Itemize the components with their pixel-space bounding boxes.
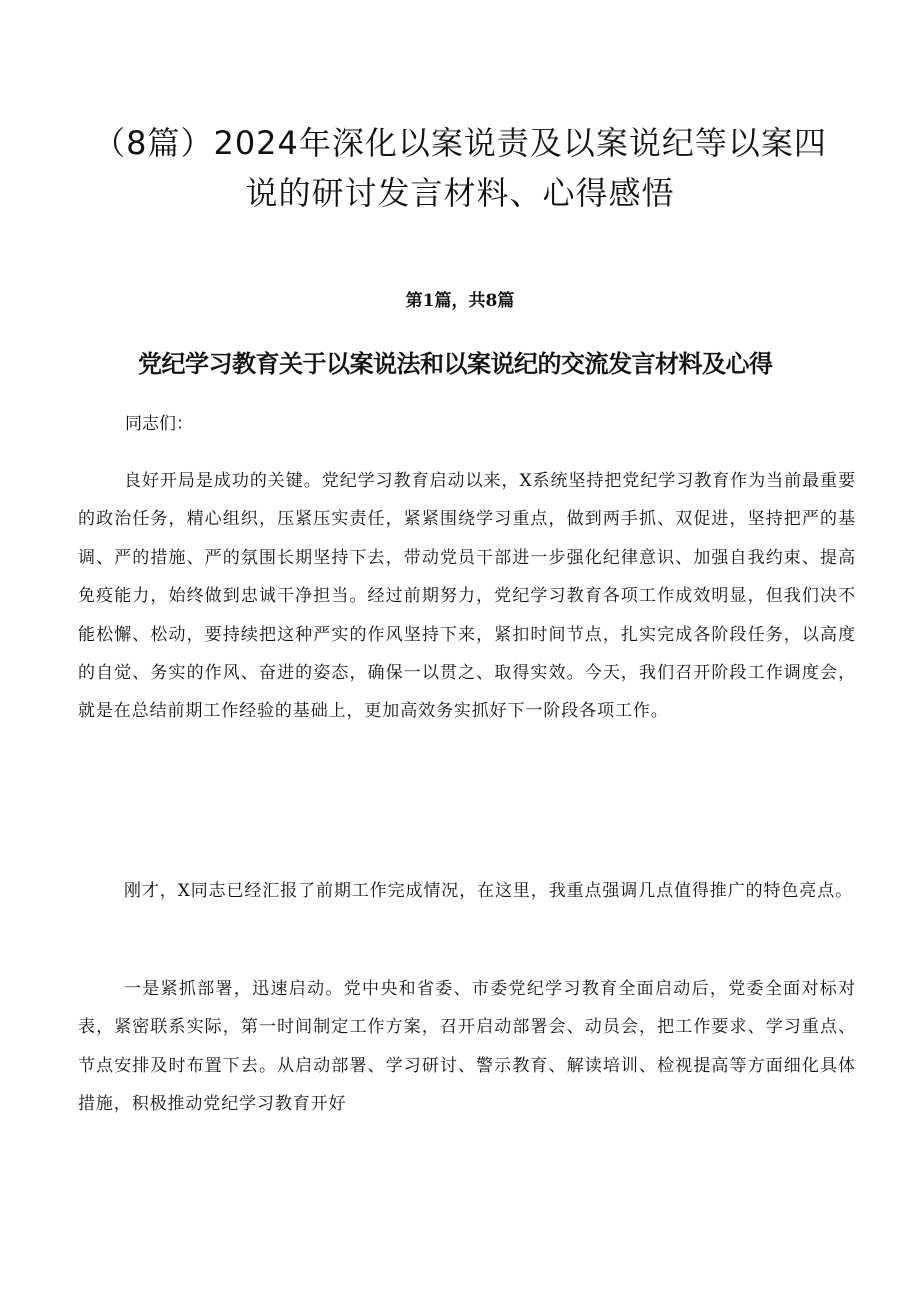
body-paragraph-3: 一是紧抓部署，迅速启动。党中央和省委、市委党纪学习教育全面启动后，党委全面对标对表，紧密联系实际，第一时间制定工作方案，召开启动部署会、动员会，把工作要求、学习重点、节点安排及时布置下去。从启动部署、学习研讨、警示教育、解读培训、检视提高等方面细化具体措施，积极推动党纪学习教育开好 bbox=[78, 979, 856, 1115]
document-title bbox=[60, 118, 860, 218]
body-paragraph-2: 刚才，X同志已经汇报了前期工作完成情况，在这里，我重点强调几点值得推广的特色亮点。 bbox=[124, 881, 854, 901]
document-title-line-2: 说的研讨发言材料、心得感悟 bbox=[245, 174, 675, 212]
part-counter: 第1篇，共8篇 bbox=[405, 291, 515, 311]
section-heading: 党纪学习教育关于以案说法和以案说纪的交流发言材料及心得 bbox=[138, 350, 773, 378]
document-title-line-1: （8篇）2024年深化以案说责及以案说纪等以案四 bbox=[93, 124, 827, 162]
salutation: 同志们： bbox=[125, 414, 193, 434]
body-paragraph-1: 良好开局是成功的关键。党纪学习教育启动以来，X系统坚持把党纪学习教育作为当前最重要的政治任务，精心组织，压紧压实责任，紧紧围绕学习重点，做到两手抓、双促进，坚持把严的基调、严的措施、严的氛围长期坚持下去，带动党员干部进一步强化纪律意识、加强自我约束、提高免疫能力，始终做到忠诚干净担当。经过前期努力，党纪学习教育各项工作成效明显，但我们决不能松懈、松动，要持续把这种严实的作风坚持下来，紧扣时间节点，扎实完成各阶段任务，以高度的自觉、务实的作风、奋进的姿态，确保一以贯之、取得实效。今天，我们召开阶段工作调度会，就是在总结前期工作经验的基础上，更加高效务实抓好下一阶段各项工作。 bbox=[78, 471, 856, 722]
